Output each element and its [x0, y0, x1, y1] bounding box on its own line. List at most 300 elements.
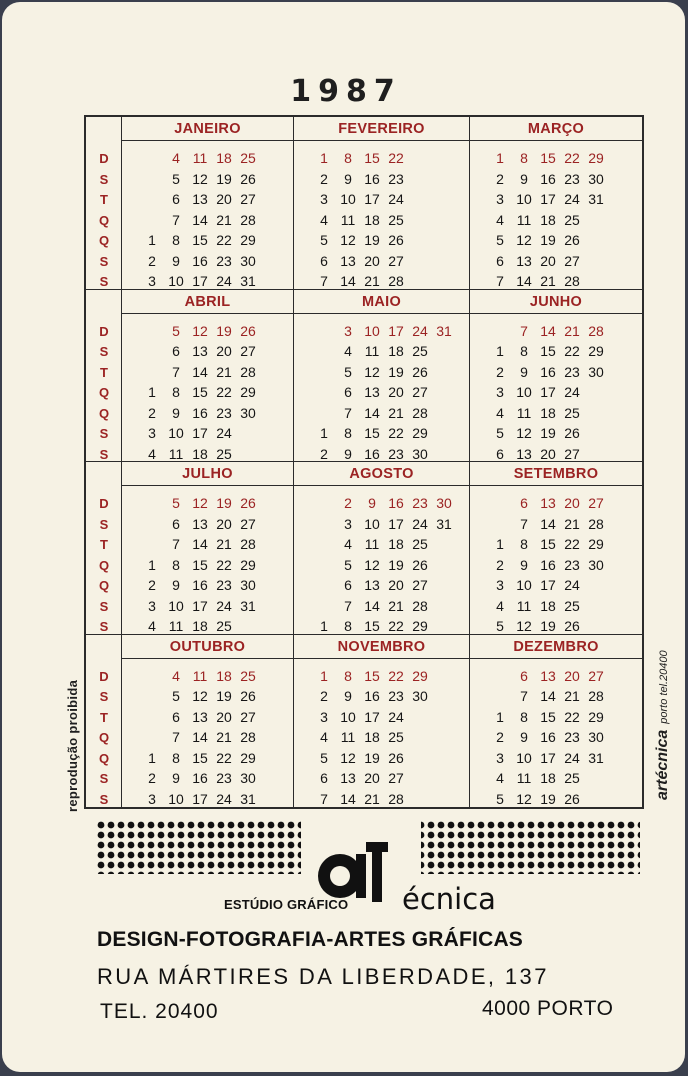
day-cell: 10: [168, 273, 184, 289]
day-cell: 20: [388, 577, 404, 593]
quarter-row: [86, 290, 642, 463]
day-cell: 22: [216, 556, 232, 573]
day-cell: 3: [320, 708, 328, 725]
day-cell: 22: [388, 425, 404, 441]
day-cell: 21: [216, 363, 232, 380]
day-cell: 5: [344, 363, 352, 380]
day-cell: 19: [364, 232, 380, 248]
day-cell: 21: [388, 404, 404, 421]
day-cell: 25: [388, 729, 404, 745]
day-cell: 11: [192, 150, 208, 166]
day-cell: 21: [216, 729, 232, 745]
day-cell: 30: [412, 688, 428, 704]
day-cell: 10: [516, 191, 532, 207]
day-cell: 18: [364, 211, 380, 228]
weekday-column: [86, 117, 122, 289]
day-cell: 20: [540, 252, 556, 269]
weekday-label: D: [99, 496, 109, 511]
day-cell: 26: [240, 688, 256, 704]
day-cell: 16: [540, 170, 556, 187]
day-cell: 1: [496, 343, 504, 359]
day-cell: 10: [168, 790, 184, 807]
day-cell: 4: [496, 770, 504, 786]
day-cell: 7: [344, 597, 352, 614]
month-name: JUNHO: [470, 290, 642, 314]
day-cell: 27: [412, 384, 428, 400]
day-cell: 7: [172, 211, 180, 228]
day-cell: 23: [564, 363, 580, 380]
weekday-label: Q: [98, 578, 110, 593]
day-cell: 29: [588, 708, 604, 725]
month-name: DEZEMBRO: [470, 635, 642, 659]
day-cell: 17: [364, 708, 380, 725]
day-cell: 8: [344, 150, 352, 166]
day-cell: 16: [540, 556, 556, 573]
weekday-label: T: [100, 709, 108, 725]
day-cell: 24: [564, 577, 580, 593]
month-name: MAIO: [294, 290, 469, 314]
month-name: ABRIL: [122, 290, 293, 314]
day-cell: 4: [496, 597, 504, 614]
weekday-label: T: [100, 192, 108, 207]
day-cell: 28: [564, 273, 580, 289]
month-name: MARÇO: [470, 117, 642, 141]
day-cell: 14: [192, 363, 208, 380]
day-cell: 4: [148, 445, 156, 462]
day-cell: 11: [192, 667, 208, 684]
day-cell: 26: [388, 749, 404, 766]
address-line: RUA MÁRTIRES DA LIBERDADE, 137: [97, 964, 549, 989]
day-cell: 4: [344, 536, 352, 552]
day-cell: 7: [320, 273, 328, 289]
day-cell: 23: [216, 770, 232, 786]
day-cell: 25: [564, 404, 580, 421]
day-cell: 9: [172, 404, 180, 421]
day-cell: 12: [340, 749, 356, 766]
day-cell: 1: [148, 556, 156, 573]
day-cell: 13: [516, 445, 532, 462]
day-cell: 16: [364, 170, 380, 187]
month-block: [293, 290, 469, 462]
day-cell: 28: [240, 729, 256, 745]
calendar-grid: [84, 115, 644, 809]
day-cell: 19: [364, 749, 380, 766]
day-cell: 5: [320, 749, 328, 766]
calendar-card: [2, 2, 685, 1072]
day-cell: 15: [540, 536, 556, 552]
day-cell: 18: [540, 404, 556, 421]
day-cell: 14: [540, 515, 556, 532]
day-cell: 25: [388, 211, 404, 228]
day-cell: 17: [192, 425, 208, 441]
day-cell: 12: [192, 322, 208, 339]
day-cell: 9: [172, 770, 180, 786]
day-cell: 19: [540, 425, 556, 441]
day-cell: 9: [344, 688, 352, 704]
day-cell: 19: [388, 363, 404, 380]
day-cell: 8: [344, 667, 352, 684]
day-cell: 31: [436, 322, 452, 339]
day-cell: 1: [148, 384, 156, 400]
day-cell: 22: [388, 618, 404, 634]
day-cell: 12: [364, 556, 380, 573]
quarter-row: [86, 635, 642, 808]
weekday-label: Q: [98, 557, 110, 573]
day-cell: 19: [216, 170, 232, 187]
day-cell: 8: [172, 556, 180, 573]
day-cell: 6: [172, 515, 180, 532]
day-cell: 27: [588, 495, 604, 511]
day-cell: 17: [192, 790, 208, 807]
day-cell: 12: [516, 618, 532, 634]
day-cell: 4: [320, 211, 328, 228]
day-cell: 11: [516, 211, 532, 228]
day-cell: 30: [588, 363, 604, 380]
day-cell: 22: [216, 232, 232, 248]
month-name: SETEMBRO: [470, 462, 642, 486]
day-cell: 28: [388, 790, 404, 807]
day-cell: 10: [168, 425, 184, 441]
day-cell: 15: [540, 343, 556, 359]
day-cell: 3: [344, 322, 352, 339]
weekday-label: S: [99, 689, 109, 704]
day-cell: 24: [564, 749, 580, 766]
studio-label: ESTÚDIO GRÁFICO: [224, 897, 349, 912]
weekday-label: S: [99, 791, 109, 807]
day-cell: 14: [340, 790, 356, 807]
day-cell: 6: [496, 252, 504, 269]
weekday-label: S: [99, 171, 109, 187]
day-cell: 20: [388, 384, 404, 400]
day-cell: 26: [564, 618, 580, 634]
day-cell: 8: [520, 150, 528, 166]
day-cell: 16: [192, 252, 208, 269]
day-cell: 17: [192, 597, 208, 614]
weekday-label: S: [99, 274, 109, 289]
day-cell: 28: [240, 363, 256, 380]
day-cell: 2: [496, 170, 504, 187]
day-cell: 21: [216, 536, 232, 552]
day-cell: 29: [240, 384, 256, 400]
day-cell: 5: [496, 425, 504, 441]
month-block: [122, 635, 293, 808]
day-cell: 26: [564, 790, 580, 807]
day-cell: 21: [564, 688, 580, 704]
day-cell: 16: [364, 445, 380, 462]
day-cell: 6: [172, 708, 180, 725]
day-cell: 30: [436, 495, 452, 511]
day-cell: 24: [412, 515, 428, 532]
day-cell: 26: [412, 363, 428, 380]
day-cell: 10: [516, 384, 532, 400]
day-cell: 11: [364, 343, 380, 359]
day-cell: 23: [388, 445, 404, 462]
day-cell: 14: [192, 211, 208, 228]
weekday-label: S: [99, 344, 109, 359]
weekday-label: Q: [98, 750, 110, 766]
day-cell: 27: [388, 252, 404, 269]
day-cell: 18: [388, 343, 404, 359]
day-cell: 16: [192, 404, 208, 421]
day-cell: 20: [364, 252, 380, 269]
printer-tel: porto tel.20400: [658, 650, 670, 724]
day-cell: 22: [564, 150, 580, 166]
day-cell: 24: [216, 790, 232, 807]
day-cell: 10: [168, 597, 184, 614]
month-name: OUTUBRO: [122, 635, 293, 659]
day-cell: 18: [540, 211, 556, 228]
day-cell: 5: [496, 232, 504, 248]
day-cell: 18: [216, 667, 232, 684]
day-cell: 14: [192, 536, 208, 552]
day-cell: 16: [388, 495, 404, 511]
weekday-label: T: [100, 364, 108, 380]
weekday-label: T: [100, 537, 108, 552]
day-cell: 4: [148, 618, 156, 634]
day-cell: 16: [540, 729, 556, 745]
day-cell: 14: [516, 273, 532, 289]
day-cell: 10: [364, 322, 380, 339]
day-cell: 8: [520, 536, 528, 552]
day-cell: 7: [520, 515, 528, 532]
day-cell: 15: [364, 667, 380, 684]
day-cell: 29: [412, 667, 428, 684]
day-cell: 29: [588, 150, 604, 166]
day-cell: 9: [520, 363, 528, 380]
day-cell: 3: [496, 191, 504, 207]
day-cell: 4: [496, 404, 504, 421]
day-cell: 19: [216, 495, 232, 511]
day-cell: 26: [412, 556, 428, 573]
day-cell: 7: [520, 688, 528, 704]
day-cell: 23: [564, 729, 580, 745]
day-cell: 13: [540, 667, 556, 684]
month-block: [469, 117, 642, 289]
day-cell: 1: [496, 708, 504, 725]
day-cell: 14: [540, 688, 556, 704]
day-cell: 25: [412, 343, 428, 359]
month-name: NOVEMBRO: [294, 635, 469, 659]
month-block: [469, 462, 642, 634]
day-cell: 9: [344, 445, 352, 462]
day-cell: 26: [564, 425, 580, 441]
day-cell: 19: [540, 618, 556, 634]
day-cell: 12: [516, 425, 532, 441]
day-cell: 31: [240, 790, 256, 807]
day-cell: 23: [388, 688, 404, 704]
day-cell: 24: [412, 322, 428, 339]
day-cell: 2: [148, 252, 156, 269]
weekday-column: [86, 635, 122, 808]
day-cell: 18: [540, 597, 556, 614]
day-cell: 12: [192, 495, 208, 511]
day-cell: 24: [216, 425, 232, 441]
day-cell: 9: [520, 729, 528, 745]
day-cell: 15: [540, 708, 556, 725]
weekday-column: [86, 462, 122, 634]
day-cell: 31: [240, 273, 256, 289]
day-cell: 22: [388, 150, 404, 166]
day-cell: 6: [520, 495, 528, 511]
day-cell: 8: [520, 708, 528, 725]
day-cell: 15: [192, 384, 208, 400]
month-block: [293, 462, 469, 634]
day-cell: 26: [564, 232, 580, 248]
day-cell: 19: [216, 322, 232, 339]
day-cell: 16: [192, 770, 208, 786]
day-cell: 29: [240, 556, 256, 573]
day-cell: 22: [564, 708, 580, 725]
day-cell: 2: [148, 404, 156, 421]
day-cell: 17: [192, 273, 208, 289]
day-cell: 6: [344, 384, 352, 400]
day-cell: 6: [320, 252, 328, 269]
day-cell: 23: [216, 404, 232, 421]
day-cell: 1: [148, 232, 156, 248]
weekday-label: Q: [98, 233, 110, 248]
day-cell: 12: [364, 363, 380, 380]
day-cell: 21: [388, 597, 404, 614]
day-cell: 13: [192, 191, 208, 207]
day-cell: 11: [340, 729, 356, 745]
weekday-label: Q: [98, 212, 110, 228]
city-line: 4000 PORTO: [482, 997, 614, 1020]
day-cell: 2: [344, 495, 352, 511]
day-cell: 16: [364, 688, 380, 704]
day-cell: 28: [588, 515, 604, 532]
weekday-column: [86, 290, 122, 462]
reproduction-notice: reprodução proibida: [65, 679, 80, 812]
day-cell: 30: [588, 556, 604, 573]
day-cell: 30: [588, 729, 604, 745]
day-cell: 1: [496, 150, 504, 166]
weekday-label: S: [99, 516, 109, 532]
day-cell: 27: [240, 515, 256, 532]
month-name: AGOSTO: [294, 462, 469, 486]
day-cell: 10: [340, 191, 356, 207]
day-cell: 2: [320, 688, 328, 704]
day-cell: 11: [516, 404, 532, 421]
day-cell: 18: [364, 729, 380, 745]
day-cell: 24: [564, 191, 580, 207]
weekday-label: D: [99, 323, 109, 339]
day-cell: 13: [364, 384, 380, 400]
month-block: [122, 117, 293, 289]
day-cell: 15: [364, 618, 380, 634]
day-cell: 2: [496, 363, 504, 380]
day-cell: 6: [320, 770, 328, 786]
day-cell: 9: [520, 556, 528, 573]
day-cell: 28: [240, 211, 256, 228]
day-cell: 14: [540, 322, 556, 339]
day-cell: 23: [216, 577, 232, 593]
day-cell: 13: [192, 708, 208, 725]
day-cell: 7: [172, 729, 180, 745]
day-cell: 21: [540, 273, 556, 289]
day-cell: 31: [588, 191, 604, 207]
day-cell: 7: [520, 322, 528, 339]
day-cell: 28: [588, 688, 604, 704]
day-cell: 20: [364, 770, 380, 786]
day-cell: 24: [564, 384, 580, 400]
day-cell: 2: [148, 577, 156, 593]
quarter-row: [86, 117, 642, 290]
day-cell: 5: [172, 170, 180, 187]
day-cell: 5: [496, 790, 504, 807]
month-block: [293, 635, 469, 808]
day-cell: 24: [388, 708, 404, 725]
day-cell: 29: [412, 425, 428, 441]
day-cell: 4: [320, 729, 328, 745]
month-block: [469, 290, 642, 462]
day-cell: 1: [320, 150, 328, 166]
day-cell: 21: [364, 273, 380, 289]
day-cell: 29: [412, 618, 428, 634]
day-cell: 22: [216, 749, 232, 766]
weekday-label: S: [99, 446, 109, 462]
day-cell: 11: [364, 536, 380, 552]
day-cell: 8: [344, 425, 352, 441]
day-cell: 5: [344, 556, 352, 573]
day-cell: 9: [172, 577, 180, 593]
day-cell: 12: [340, 232, 356, 248]
day-cell: 11: [340, 211, 356, 228]
day-cell: 3: [320, 191, 328, 207]
day-cell: 10: [516, 749, 532, 766]
weekday-label: Q: [98, 730, 110, 745]
day-cell: 8: [172, 749, 180, 766]
day-cell: 30: [412, 445, 428, 462]
day-cell: 25: [216, 618, 232, 634]
day-cell: 7: [496, 273, 504, 289]
day-cell: 29: [588, 343, 604, 359]
day-cell: 27: [388, 770, 404, 786]
day-cell: 19: [216, 688, 232, 704]
month-block: [293, 117, 469, 289]
day-cell: 16: [540, 363, 556, 380]
day-cell: 30: [588, 170, 604, 187]
day-cell: 15: [540, 150, 556, 166]
day-cell: 15: [364, 425, 380, 441]
day-cell: 22: [564, 536, 580, 552]
day-cell: 30: [240, 577, 256, 593]
day-cell: 27: [240, 708, 256, 725]
day-cell: 6: [172, 343, 180, 359]
day-cell: 20: [216, 191, 232, 207]
weekday-label: Q: [98, 385, 110, 400]
day-cell: 17: [540, 577, 556, 593]
weekday-label: Q: [98, 405, 110, 421]
day-cell: 8: [172, 384, 180, 400]
day-cell: 1: [496, 536, 504, 552]
day-cell: 17: [388, 515, 404, 532]
day-cell: 18: [192, 618, 208, 634]
day-cell: 4: [496, 211, 504, 228]
day-cell: 13: [340, 252, 356, 269]
day-cell: 22: [564, 343, 580, 359]
day-cell: 5: [320, 232, 328, 248]
month-name: JANEIRO: [122, 117, 293, 141]
day-cell: 27: [564, 252, 580, 269]
day-cell: 27: [240, 191, 256, 207]
day-cell: 7: [344, 404, 352, 421]
day-cell: 2: [496, 556, 504, 573]
day-cell: 21: [564, 322, 580, 339]
day-cell: 11: [168, 618, 184, 634]
phone-line: TEL. 20400: [100, 1000, 219, 1023]
day-cell: 15: [192, 232, 208, 248]
day-cell: 19: [540, 790, 556, 807]
